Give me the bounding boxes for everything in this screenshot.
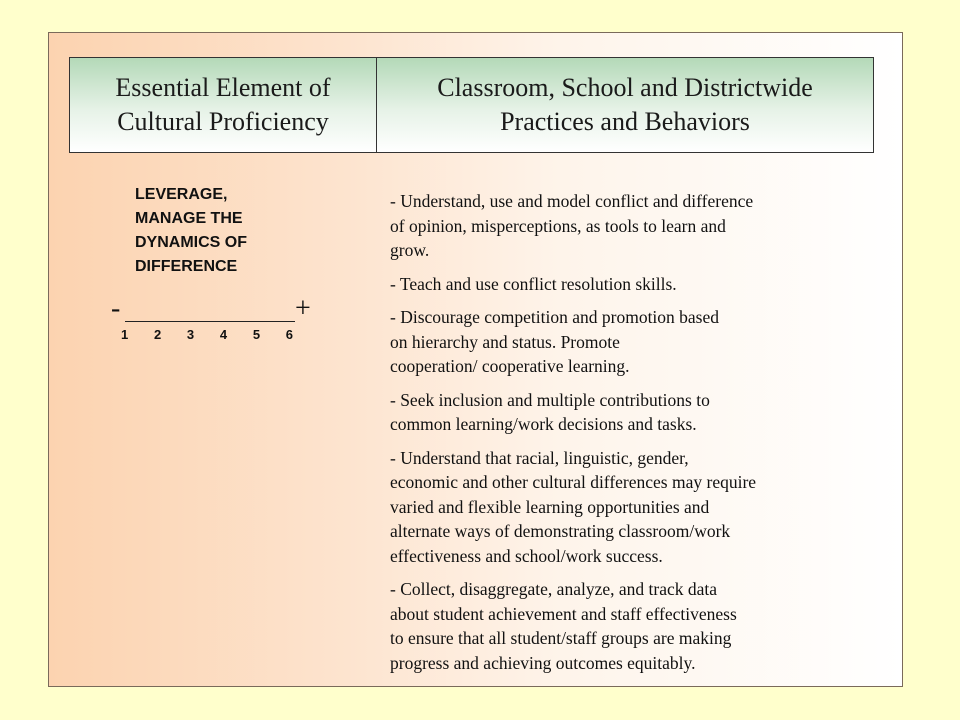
slide	[48, 32, 903, 687]
practice-item: - Collect, disaggregate, analyze, and track data about student achievement and staff effectiveness to ensure that all student/staff groups are making progress and achieving outcomes equitably.	[390, 579, 737, 673]
element-label-line: DIFFERENCE	[135, 258, 238, 275]
scale-plus-sign: +	[295, 293, 311, 324]
practice-item: - Understand that racial, linguistic, gender, economic and other cultural differences may require varied and flexible learning opportunities and alternate ways of demonstrating classroom/work effectiveness and school/work success.	[390, 447, 757, 566]
element-label-line: DYNAMICS OF	[135, 234, 247, 251]
scale-numbers	[115, 327, 305, 342]
practice-item: - Discourage competition and promotion based on hierarchy and status. Promote cooperation/ cooperative learning.	[390, 307, 720, 376]
scale-minus-sign: -	[111, 293, 121, 324]
scale-number: 1	[121, 327, 129, 342]
header-practices-behaviors: Classroom, School and Districtwide Practices and Behaviors	[376, 57, 874, 153]
scale-number: 3	[186, 327, 195, 342]
practice-item: - Seek inclusion and multiple contributions to common learning/work decisions and tasks.	[390, 389, 710, 434]
practice-item: - Understand, use and model conflict and difference of opinion, misperceptions, as tools to learn and grow.	[390, 191, 754, 260]
practices-list	[390, 189, 870, 684]
scale-number: 6	[285, 327, 293, 342]
header-essential-element: Essential Element of Cultural Proficiency	[69, 57, 377, 153]
rating-scale	[111, 291, 331, 351]
practice-item: - Teach and use conflict resolution skills.	[390, 273, 677, 294]
element-label-line: LEVERAGE,	[135, 186, 228, 203]
element-label-line: MANAGE THE	[135, 210, 243, 227]
scale-number: 4	[219, 327, 228, 342]
element-label	[135, 183, 315, 279]
scale-number: 5	[252, 327, 261, 342]
scale-line	[125, 321, 295, 322]
scale-number: 2	[153, 327, 162, 342]
